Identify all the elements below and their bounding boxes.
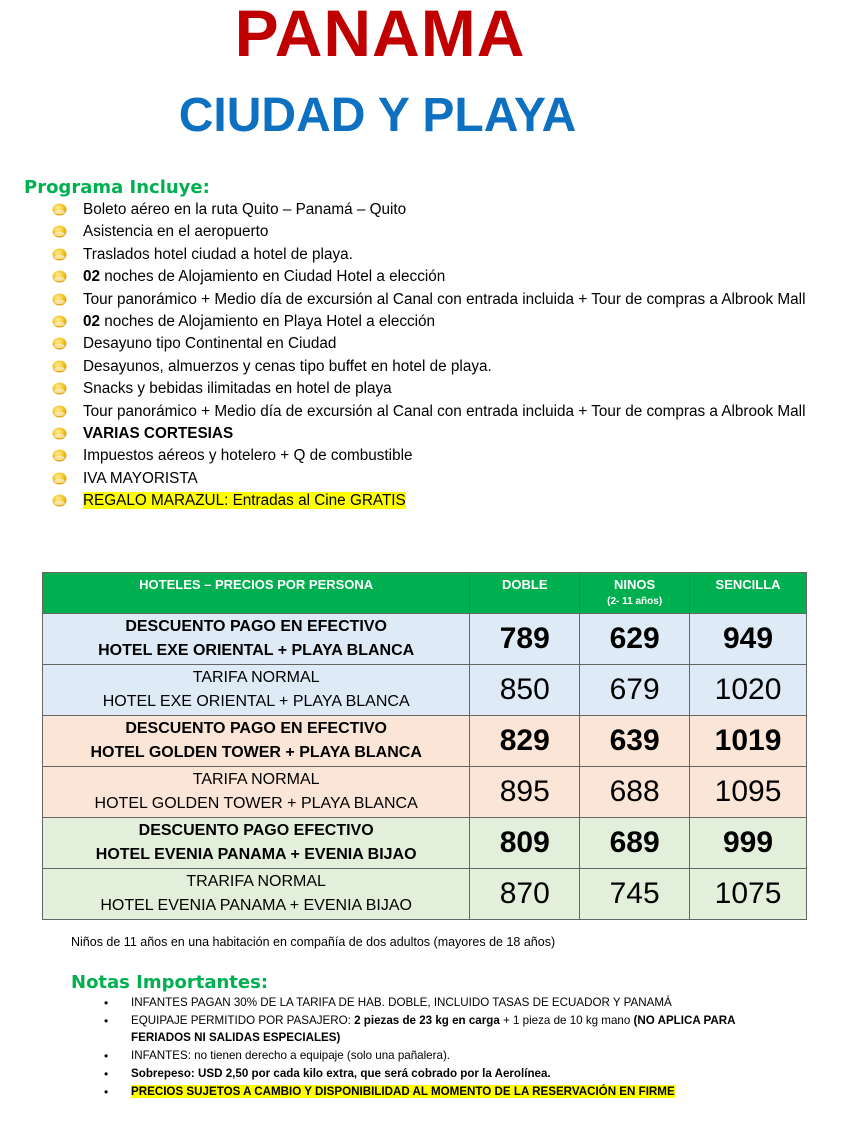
page-subtitle: CIUDAD Y PLAYA — [178, 89, 577, 142]
note-text: INFANTES PAGAN 30% DE LA TARIFA DE HAB. DOBLE, INCLUIDO TASAS DE ECUADOR Y PANAMÁ — [131, 996, 672, 1009]
program-item-text: Impuestos aéreos y hotelero + Q de combustible — [83, 447, 413, 465]
program-item — [52, 311, 812, 333]
sun-bullet-icon — [52, 360, 67, 373]
program-item-text: noches de Alojamiento en Ciudad Hotel a elección — [100, 268, 446, 286]
hotel-cell — [43, 665, 470, 716]
header-sencilla: SENCILLA — [690, 573, 807, 614]
sun-bullet-icon — [52, 270, 67, 283]
program-item — [52, 401, 812, 423]
price-doble: 895 — [470, 767, 580, 818]
price-sencilla: 1075 — [690, 869, 807, 920]
sun-bullet-icon — [52, 472, 67, 485]
note-text: 2 piezas de 23 kg en carga — [354, 1014, 500, 1027]
hotel-cell — [43, 869, 470, 920]
hotel-name: HOTEL EXE ORIENTAL + PLAYA BLANCA — [98, 642, 415, 659]
program-item — [52, 490, 812, 512]
sun-bullet-icon — [52, 494, 67, 507]
hotel-cell — [43, 818, 470, 869]
header-hotel: HOTELES – PRECIOS POR PERSONA — [43, 573, 470, 614]
hotel-cell — [43, 767, 470, 818]
bullet-dot-icon: • — [104, 1066, 109, 1081]
program-item — [52, 244, 812, 266]
program-item — [52, 266, 812, 288]
hotel-rate-type: TARIFA NORMAL — [192, 669, 320, 686]
bullet-dot-icon: • — [104, 1014, 109, 1028]
hotel-name: HOTEL GOLDEN TOWER + PLAYA BLANCA — [90, 744, 422, 761]
program-item-text: REGALO MARAZUL: Entradas al Cine GRATIS — [83, 492, 406, 510]
note-item — [96, 1084, 776, 1101]
program-item-text: Desayunos, almuerzos y cenas tipo buffet en hotel de playa. — [83, 357, 492, 375]
program-item — [52, 378, 812, 400]
table-row — [43, 869, 807, 920]
notes-list — [96, 995, 776, 1102]
program-item-text: Traslados hotel ciudad a hotel de playa. — [83, 245, 353, 263]
note-text: PRECIOS SUJETOS A CAMBIO Y DISPONIBILIDAD AL MOMENTO DE LA RESERVACIÓN EN FIRME — [131, 1084, 675, 1098]
price-sencilla: 1020 — [690, 665, 807, 716]
sun-bullet-icon — [52, 225, 67, 238]
price-ninos: 679 — [580, 665, 690, 716]
page-title: PANAMA — [234, 0, 526, 70]
sun-bullet-icon — [52, 203, 67, 216]
program-heading: Programa Incluye: — [24, 177, 210, 198]
sun-bullet-icon — [52, 337, 67, 350]
table-row — [43, 767, 807, 818]
price-sencilla: 999 — [690, 818, 807, 869]
program-item — [52, 445, 812, 467]
sun-bullet-icon — [52, 405, 67, 418]
price-sencilla: 949 — [690, 614, 807, 665]
price-ninos: 688 — [580, 767, 690, 818]
program-item — [52, 423, 812, 445]
hotel-cell — [43, 716, 470, 767]
note-text: Sobrepeso: USD 2,50 por cada kilo extra, que será cobrado por la Aerolínea. — [131, 1066, 551, 1080]
sun-bullet-icon — [52, 427, 67, 440]
note-item — [96, 1048, 776, 1065]
program-item-bold: 02 — [83, 268, 101, 286]
price-doble: 850 — [470, 665, 580, 716]
hotel-name: HOTEL GOLDEN TOWER + PLAYA BLANCA — [94, 795, 418, 812]
notes-heading: Notas Importantes: — [71, 972, 269, 993]
note-text: INFANTES: no tienen derecho a equipaje (solo una pañalera). — [131, 1048, 451, 1062]
note-text: (NO APLICA PARA FERIADOS NI SALIDAS ESPECIALES) — [131, 1014, 736, 1044]
bullet-dot-icon: • — [104, 1048, 109, 1063]
program-item-bold: VARIAS CORTESIAS — [83, 425, 234, 443]
hotel-cell — [43, 614, 470, 665]
header-ninos-sub: (2- 11 años) — [607, 596, 663, 607]
program-list — [52, 199, 812, 513]
table-row — [43, 716, 807, 767]
program-item — [52, 356, 812, 378]
bullet-dot-icon: • — [104, 1084, 109, 1099]
price-doble: 870 — [470, 869, 580, 920]
header-doble: DOBLE — [470, 573, 580, 614]
program-item-text: Boleto aéreo en la ruta Quito – Panamá – Quito — [83, 201, 407, 218]
price-ninos: 639 — [580, 716, 690, 767]
program-item — [52, 468, 812, 490]
price-doble: 809 — [470, 818, 580, 869]
price-ninos: 745 — [580, 869, 690, 920]
price-sencilla: 1095 — [690, 767, 807, 818]
table-row — [43, 614, 807, 665]
header-ninos-label: NINOS — [614, 577, 656, 592]
sun-bullet-icon — [52, 382, 67, 395]
hotel-rate-type: DESCUENTO PAGO EN EFECTIVO — [125, 618, 387, 635]
note-text: + 1 pieza de 10 kg mano — [499, 1014, 634, 1027]
program-item-text: Tour panorámico + Medio día de excursión al Canal con entrada incluida + Tour de compras a Albrook Mall — [83, 290, 806, 308]
program-item-text: Tour panorámico + Medio día de excursión al Canal con entrada incluida + Tour de compras a Albrook Mall — [83, 402, 806, 420]
bullet-dot-icon: • — [104, 996, 109, 1010]
header-ninos — [580, 573, 690, 614]
price-ninos: 689 — [580, 818, 690, 869]
table-row — [43, 665, 807, 716]
price-table — [42, 572, 807, 920]
sun-bullet-icon — [52, 248, 67, 261]
note-item — [96, 1013, 776, 1046]
price-doble: 789 — [470, 614, 580, 665]
table-row — [43, 818, 807, 869]
program-item — [52, 289, 812, 311]
program-item-text: IVA MAYORISTA — [83, 469, 198, 487]
program-item — [52, 333, 812, 355]
program-item-text: Desayuno tipo Continental en Ciudad — [83, 335, 337, 353]
sun-bullet-icon — [52, 315, 67, 328]
note-item — [96, 1066, 776, 1083]
price-ninos: 629 — [580, 614, 690, 665]
program-item-text: Snacks y bebidas ilimitadas en hotel de playa — [83, 380, 392, 398]
hotel-name: HOTEL EVENIA PANAMA + EVENIA BIJAO — [95, 846, 417, 863]
price-doble: 829 — [470, 716, 580, 767]
hotel-rate-type: TARIFA NORMAL — [192, 771, 320, 788]
hotel-name: HOTEL EVENIA PANAMA + EVENIA BIJAO — [100, 897, 412, 914]
hotel-rate-type: TRARIFA NORMAL — [186, 873, 326, 890]
note-text: EQUIPAJE PERMITIDO POR PASAJERO: — [131, 1014, 355, 1027]
note-item — [96, 995, 776, 1012]
children-footnote: Niños de 11 años en una habitación en compañía de dos adultos (mayores de 18 años) — [71, 935, 556, 949]
program-item-text: Asistencia en el aeropuerto — [83, 223, 269, 241]
sun-bullet-icon — [52, 449, 67, 462]
program-item-bold: 02 — [83, 313, 101, 331]
hotel-rate-type: DESCUENTO PAGO EFECTIVO — [138, 822, 374, 839]
sun-bullet-icon — [52, 293, 67, 306]
price-sencilla: 1019 — [690, 716, 807, 767]
price-table-header — [43, 573, 807, 614]
hotel-rate-type: DESCUENTO PAGO EN EFECTIVO — [125, 720, 387, 737]
program-item — [52, 221, 812, 243]
program-item — [52, 199, 812, 221]
program-item-text: noches de Alojamiento en Playa Hotel a elección — [100, 313, 436, 331]
hotel-name: HOTEL EXE ORIENTAL + PLAYA BLANCA — [102, 693, 410, 710]
